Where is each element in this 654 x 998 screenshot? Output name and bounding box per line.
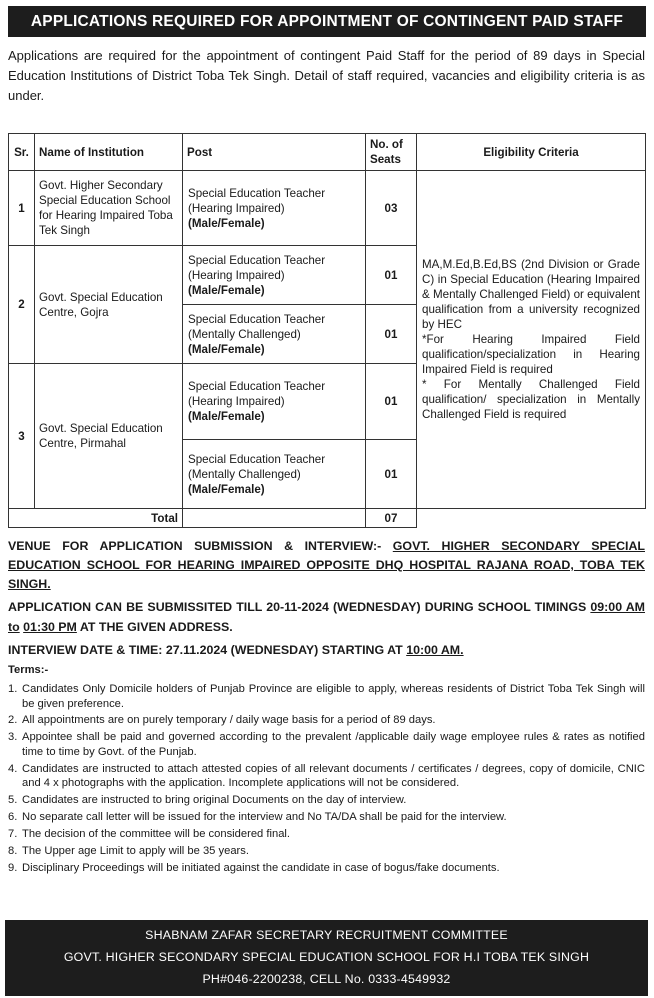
page-title: APPLICATIONS REQUIRED FOR APPOINTMENT OF CONTINGENT PAID STAFF: [8, 6, 646, 37]
footer-phone: PH#046-2200238, CELL No. 0333-4549932: [202, 972, 451, 986]
term-text: The decision of the committee will be considered final.: [22, 827, 291, 840]
table-total-row: [9, 509, 646, 528]
row-post: [183, 364, 366, 440]
term-text: Candidates Only Domicile holders of Punjab Province are eligible to apply, whereas residents of District Toba Tek Singh will be given preference.: [22, 683, 645, 710]
term-number: 8.: [8, 844, 18, 857]
row-seats: 01: [366, 364, 417, 440]
vacancy-table: [8, 133, 646, 528]
term-number: 2.: [8, 714, 18, 727]
table-row: [9, 171, 646, 246]
list-item: [8, 762, 645, 791]
application-deadline: [8, 597, 645, 637]
term-text: Disciplinary Proceedings will be initiated against the candidate in case of bogus/fake documents.: [22, 861, 500, 874]
venue-label: VENUE FOR APPLICATION SUBMISSION & INTERVIEW:-: [8, 539, 382, 553]
post-gender: (Male/Female): [188, 342, 265, 356]
application-to: to: [8, 620, 20, 634]
list-item: [8, 682, 645, 711]
criteria-mentally-challenged: * For Mentally Challenged Field qualification/ specialization in Mentally Challenged Field is required: [422, 378, 640, 421]
term-text: Candidates are instructed to bring original Documents on the day of interview.: [22, 794, 407, 807]
row-sr: 2: [9, 246, 35, 364]
row-institution: Govt. Special Education Centre, Pirmahal: [35, 364, 183, 509]
term-number: 5.: [8, 794, 18, 807]
application-text: APPLICATION CAN BE SUBMISSITED TILL 20-11-2024 (WEDNESDAY) DURING SCHOOL TIMINGS: [8, 600, 587, 614]
total-label: Total: [9, 509, 183, 528]
post-gender: (Male/Female): [188, 216, 265, 230]
row-post: [183, 171, 366, 246]
terms-heading: Terms:-: [8, 664, 49, 676]
row-seats: 01: [366, 440, 417, 509]
list-item: [8, 793, 645, 808]
application-suffix: AT THE GIVEN ADDRESS.: [79, 620, 233, 634]
total-value: 07: [366, 509, 417, 528]
post-title: Special Education Teacher (Mentally Challenged): [188, 452, 326, 481]
list-item: [8, 861, 645, 876]
term-text: Candidates are instructed to attach attested copies of all relevant documents / certificates / degrees, copy of domicile, CNIC and 4 x photographs with the application. Incomplete applications will not be considered.: [22, 762, 645, 790]
post-gender: (Male/Female): [188, 482, 265, 496]
eligibility-criteria: [417, 171, 646, 509]
total-spacer: [183, 509, 366, 528]
term-number: 4.: [8, 762, 18, 775]
footer-school: GOVT. HIGHER SECONDARY SPECIAL EDUCATION SCHOOL FOR H.I TOBA TEK SINGH: [63, 950, 590, 964]
row-institution: Govt. Special Education Centre, Gojra: [35, 246, 183, 364]
header-sr: Sr.: [9, 134, 35, 171]
term-text: The Upper age Limit to apply will be 35 years.: [22, 844, 249, 857]
table-header-row: [9, 134, 646, 171]
post-title: Special Education Teacher (Mentally Challenged): [188, 312, 326, 341]
row-post: [183, 246, 366, 305]
term-number: 6.: [8, 810, 18, 823]
header-institution: Name of Institution: [35, 134, 183, 171]
header-criteria: Eligibility Criteria: [417, 134, 646, 171]
interview-schedule: [8, 641, 645, 659]
row-institution: Govt. Higher Secondary Special Education School for Hearing Impaired Toba Tek Singh: [35, 171, 183, 246]
post-title: Special Education Teacher (Hearing Impaired): [188, 186, 326, 215]
interview-text: INTERVIEW DATE & TIME: 27.11.2024 (WEDNESDAY) STARTING AT: [8, 643, 403, 657]
intro-paragraph: Applications are required for the appointment of contingent Paid Staff for the period of 89 days in Special Education Institutions of District Toba Tek Singh. Detail of staff required, vacancies and eligibility criteria is as under.: [8, 48, 645, 103]
term-text: No separate call letter will be issued for the interview and No TA/DA shall be paid for the interview.: [22, 810, 507, 823]
term-number: 9.: [8, 861, 18, 874]
list-item: [8, 827, 645, 842]
term-number: 7.: [8, 827, 18, 840]
list-item: [8, 810, 645, 825]
header-post: Post: [183, 134, 366, 171]
list-item: [8, 713, 645, 728]
criteria-qualification: MA,M.Ed,B.Ed,BS (2nd Division or Grade C) in Special Education (Hearing Impaired & Mentally Challenged Field) or equivalent qualification from a university recognized by HEC: [422, 258, 640, 331]
post-title: Special Education Teacher (Hearing Impaired): [188, 380, 326, 408]
row-post: [183, 440, 366, 509]
header-seats: No. of Seats: [366, 134, 417, 171]
application-time-from: 09:00 AM: [590, 600, 645, 614]
criteria-hearing-impaired: *For Hearing Impaired Field qualification/specialization in Hearing Impaired Field is required: [422, 333, 640, 376]
application-time-to: 01:30 PM: [23, 620, 77, 634]
total-criteria-spacer: [417, 509, 646, 528]
row-seats: 01: [366, 305, 417, 364]
row-post: [183, 305, 366, 364]
row-sr: 3: [9, 364, 35, 509]
term-text: Appointee shall be paid and governed according to the prevalent /applicable daily wage employee rules & rates as notified time to time by Govt. of the Punjab.: [22, 731, 645, 758]
footer-secretary: SHABNAM ZAFAR SECRETARY RECRUITMENT COMMITTEE: [145, 928, 508, 942]
venue-section: [8, 537, 645, 594]
row-seats: 01: [366, 246, 417, 305]
term-text: All appointments are on purely temporary / daily wage basis for a period of 89 days.: [22, 714, 436, 727]
post-gender: (Male/Female): [188, 283, 265, 297]
term-number: 1.: [8, 683, 18, 695]
row-sr: 1: [9, 171, 35, 246]
contact-footer: [5, 920, 648, 996]
venue-address: GOVT. HIGHER SECONDARY SPECIAL EDUCATION SCHOOL FOR HEARING IMPAIRED OPPOSITE DHQ HOSPITAL RAJANA ROAD, TOBA TEK SINGH.: [8, 539, 645, 591]
term-number: 3.: [8, 731, 18, 744]
interview-time: 10:00 AM.: [406, 643, 464, 657]
post-title: Special Education Teacher (Hearing Impaired): [188, 253, 326, 282]
list-item: [8, 730, 645, 759]
terms-list: [8, 682, 645, 878]
row-seats: 03: [366, 171, 417, 246]
post-gender: (Male/Female): [188, 410, 265, 423]
list-item: [8, 844, 645, 859]
